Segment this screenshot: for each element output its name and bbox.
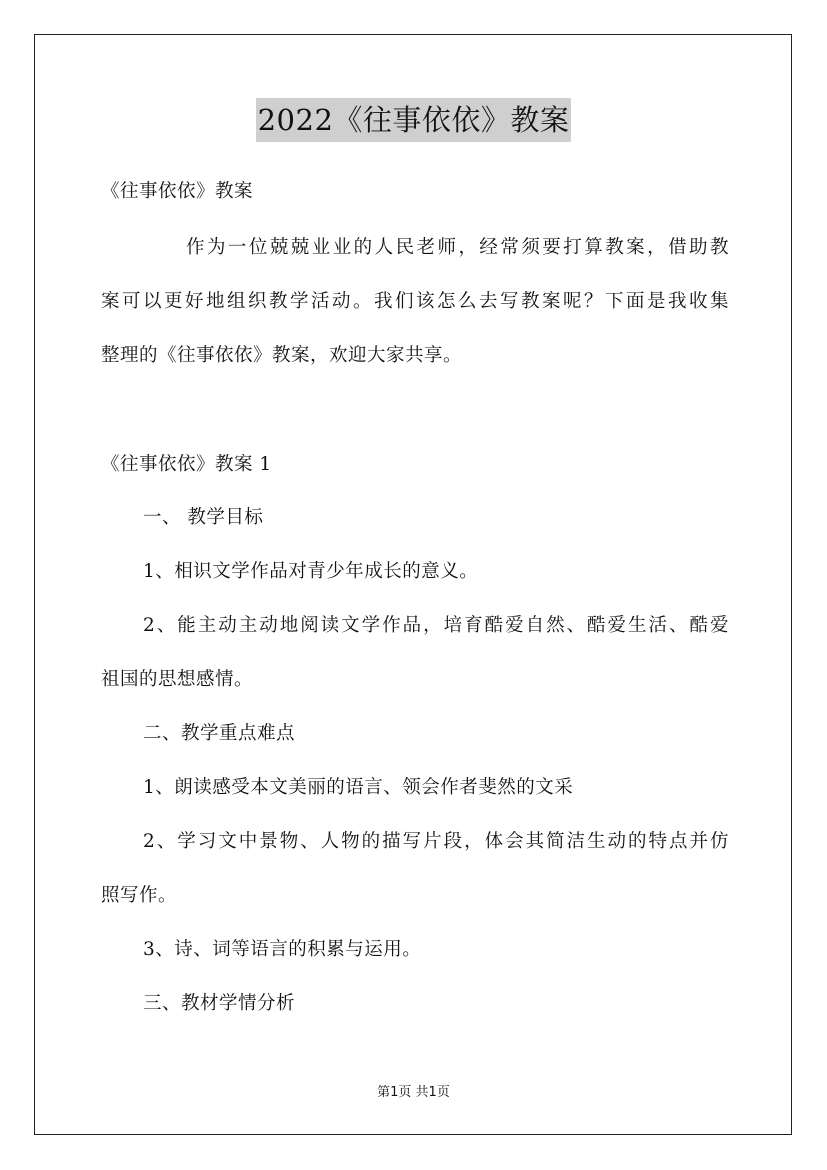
heading-key-points: 二、教学重点难点 xyxy=(143,723,296,744)
key-point-2-line-2: 照写作。 xyxy=(101,885,178,906)
heading-materials-analysis: 三、教材学情分析 xyxy=(143,993,296,1014)
goal-item-1: 1、相识文学作品对青少年成长的意义。 xyxy=(143,561,479,582)
key-point-3: 3、诗、词等语言的积累与运用。 xyxy=(143,939,422,960)
intro-line-3: 整理的《往事依依》教案，欢迎大家共享。 xyxy=(101,345,463,366)
key-point-2-line-1: 2、学习文中景物、人物的描写片段，体会其简洁生动的特点并仿 xyxy=(143,831,729,852)
page-number: 第1页 共1页 xyxy=(377,1085,450,1100)
heading-teaching-goals: 一、 教学目标 xyxy=(143,507,264,528)
document-title: 2022《往事依依》教案 xyxy=(256,98,572,142)
key-point-1: 1、朗读感受本文美丽的语言、领会作者斐然的文采 xyxy=(143,777,574,798)
section-heading: 《往事依依》教案 1 xyxy=(101,454,272,475)
goal-item-2-line-2: 祖国的思想感情。 xyxy=(101,669,254,690)
document-subtitle: 《往事依依》教案 xyxy=(101,181,254,202)
intro-line-2: 案可以更好地组织教学活动。我们该怎么去写教案呢？下面是我收集 xyxy=(101,291,729,312)
title-container xyxy=(0,98,827,142)
intro-line-1: 作为一位兢兢业业的人民老师，经常须要打算教案，借助教 xyxy=(186,237,729,258)
goal-item-2-line-1: 2、能主动主动地阅读文学作品，培育酷爱自然、酷爱生活、酷爱 xyxy=(143,615,729,636)
